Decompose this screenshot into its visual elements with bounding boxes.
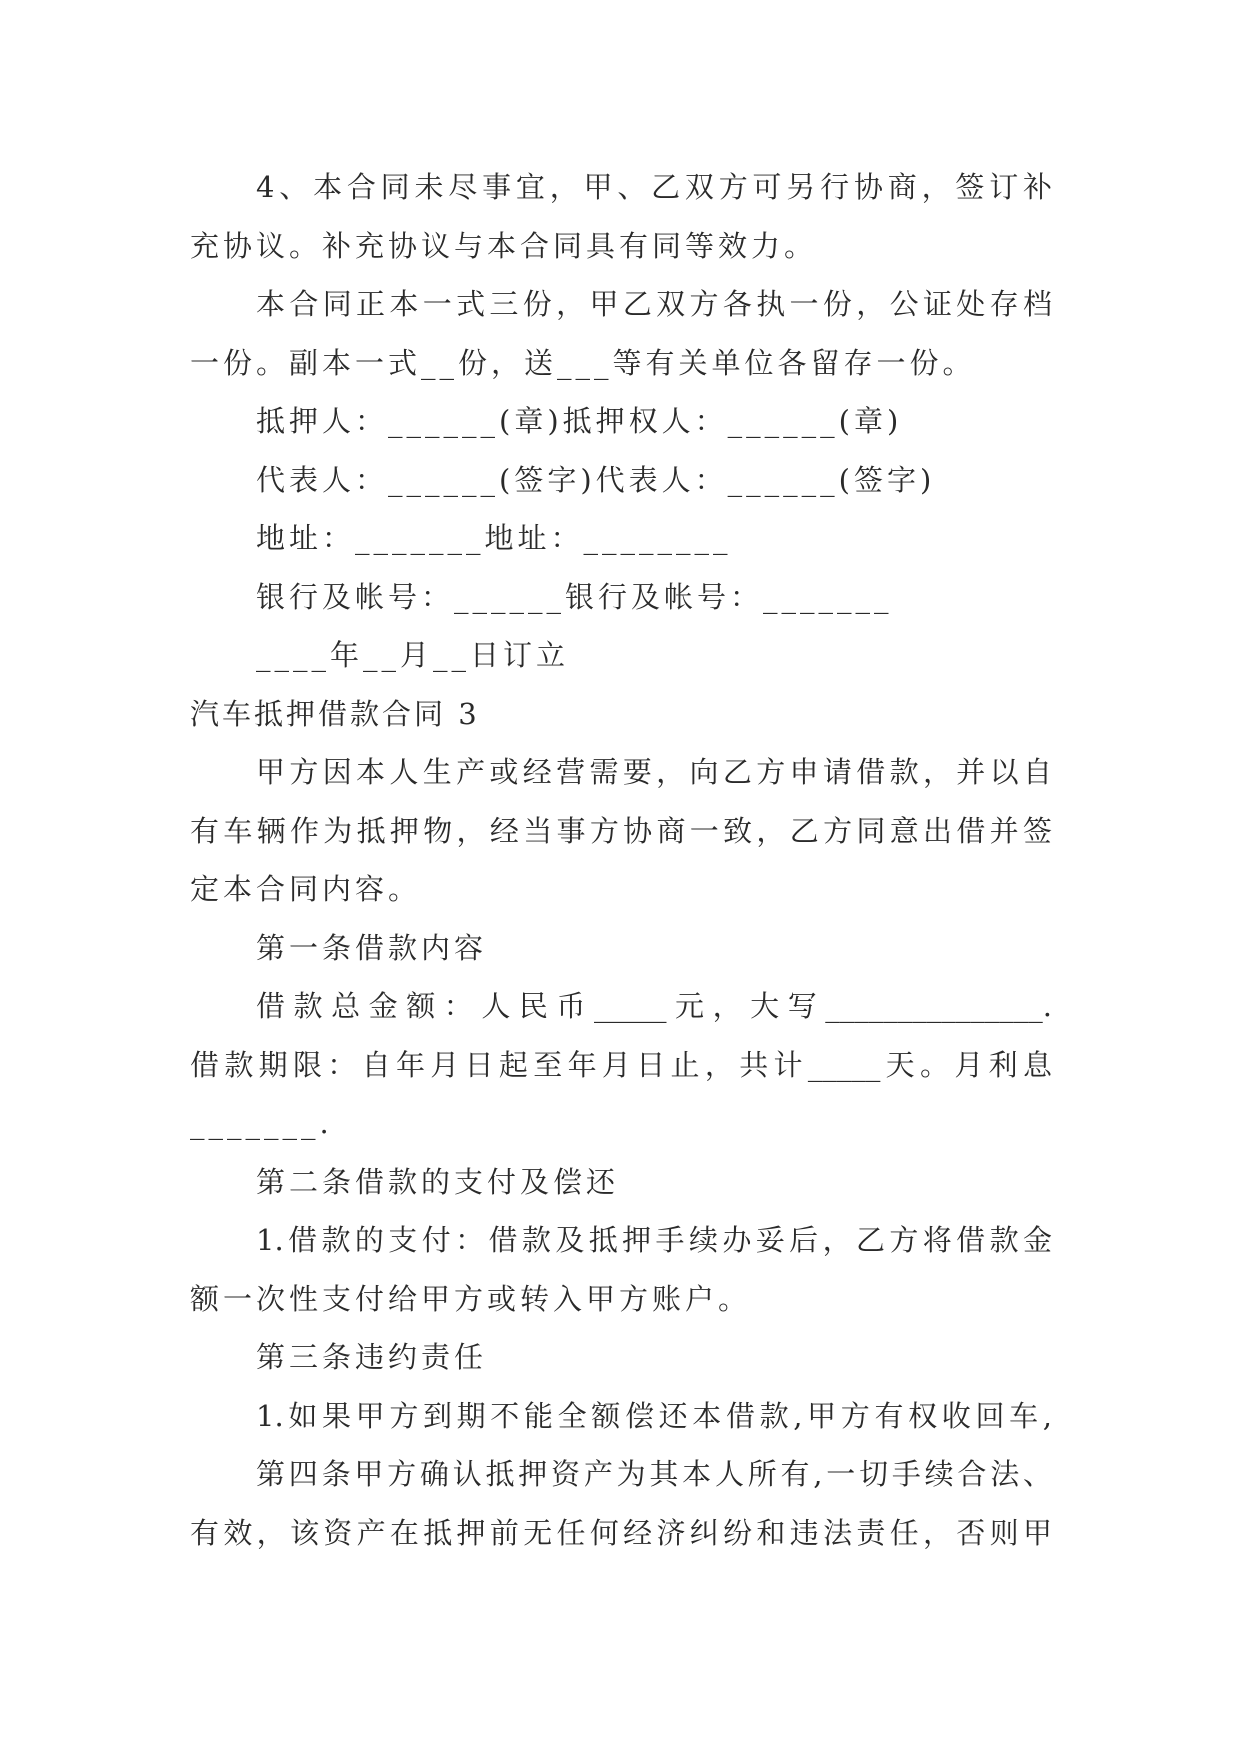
signature-line-mortgagor: 抵押人：______(章)抵押权人：______(章): [256, 404, 903, 438]
paragraph-line: 有车辆作为抵押物，经当事方协商一致，乙方同意出借并签: [190, 813, 1052, 848]
paragraph-line: 额一次性支付给甲方或转入甲方账户。: [190, 1281, 752, 1316]
document-page: [190, 158, 1052, 1562]
signature-line-address: 地址：_______地址：________: [256, 521, 732, 555]
paragraph-line: 有效，该资产在抵押前无任何经济纠纷和违法责任，否则甲: [190, 1515, 1052, 1550]
paragraph-line: 本合同正本一式三份，甲乙双方各执一份，公证处存档: [256, 287, 1052, 321]
signature-line-representative: 代表人：______(签字)代表人：______(签字): [256, 462, 936, 497]
paragraph-line: _______.: [190, 1106, 333, 1140]
paragraph-line: 充协议。补充协议与本合同具有同等效力。: [190, 228, 818, 263]
article-heading: 第三条违约责任: [256, 1340, 488, 1374]
paragraph-line: 甲方因本人生产或经营需要，向乙方申请借款，并以自: [256, 755, 1052, 789]
paragraph-line: 1.借款的支付：借款及抵押手续办妥后，乙方将借款金: [256, 1223, 1052, 1257]
signature-line-bank-account: 银行及帐号：______银行及帐号：_______: [256, 579, 893, 614]
paragraph-line: 1.如果甲方到期不能全额偿还本借款,甲方有权收回车,: [256, 1398, 1052, 1433]
paragraph-line: 借款总金额：人民币_____元，大写_______________.: [256, 989, 1052, 1023]
section-title: 汽车抵押借款合同 3: [190, 696, 480, 731]
article-heading: 第二条借款的支付及偿还: [256, 1164, 620, 1199]
paragraph-line: 4、本合同未尽事宜，甲、乙双方可另行协商，签订补: [256, 170, 1052, 204]
paragraph-line: 定本合同内容。: [190, 872, 422, 906]
paragraph-line: 一份。副本一式__份，送___等有关单位各留存一份。: [190, 345, 976, 380]
paragraph-line: 借款期限：自年月日起至年月日止，共计_____天。月利息: [190, 1047, 1052, 1082]
article-heading: 第一条借款内容: [256, 930, 488, 965]
paragraph-line: 第四条甲方确认抵押资产为其本人所有,一切手续合法、: [256, 1457, 1052, 1491]
date-line: ____年__月__日订立: [256, 638, 570, 672]
